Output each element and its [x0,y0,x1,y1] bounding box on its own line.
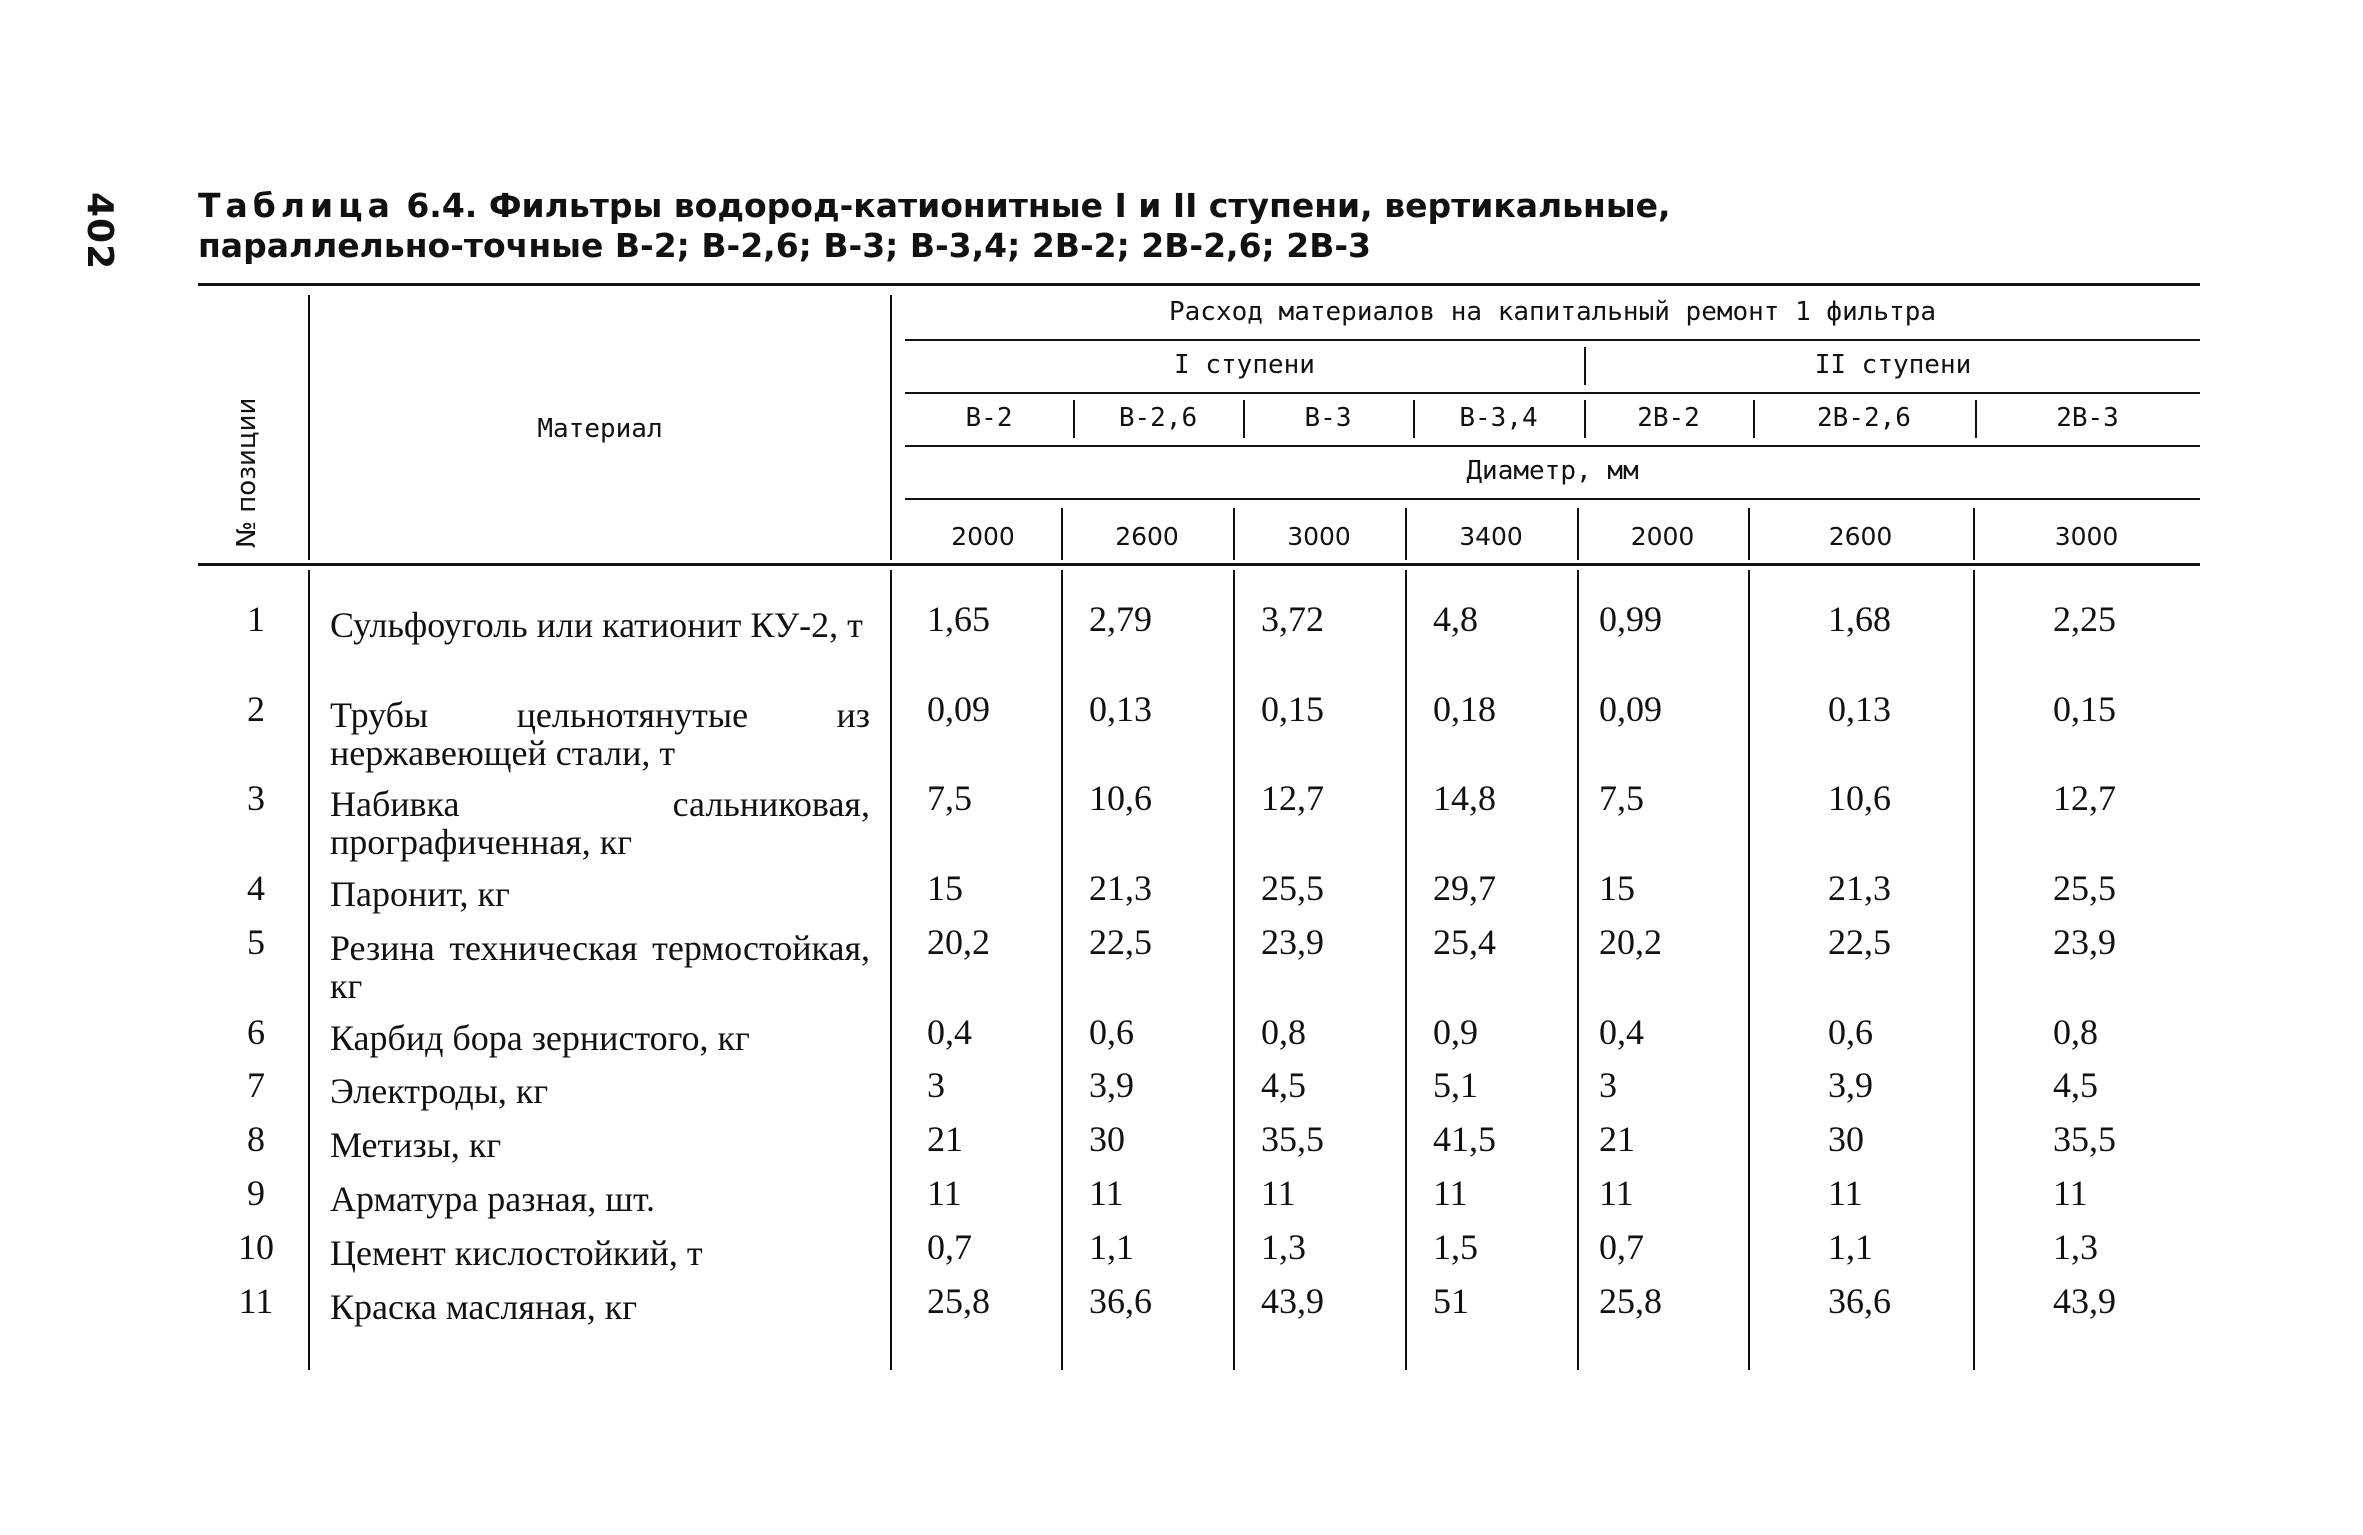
row-value-col-3: 3,72 [1261,599,1324,639]
row-value-col-7: 43,9 [2053,1281,2116,1321]
row-value-col-3: 43,9 [1261,1281,1324,1321]
row-value-col-4: 5,1 [1433,1065,1478,1105]
row-value-col-2: 36,6 [1089,1281,1152,1321]
table-caption [198,186,2098,266]
row-value-col-6: 11 [1828,1173,1863,1213]
row-value-col-2: 3,9 [1089,1065,1134,1105]
stage2-header: II ступени [1814,350,1972,380]
row-value-col-2: 10,6 [1089,778,1152,818]
row-material: Трубы цельнотянутые из нержавеющей стали, т [330,695,870,773]
row-value-col-4: 0,9 [1433,1012,1478,1052]
row-value-col-2: 22,5 [1089,922,1152,962]
row-value-col-1: 21 [927,1119,963,1159]
row-value-col-3: 25,5 [1261,868,1324,908]
row-number: 8 [247,1119,265,1159]
vline-col-4-body [1577,570,1579,1370]
row-value-col-6: 21,3 [1828,868,1891,908]
row-value-col-6: 0,6 [1828,1012,1873,1052]
row-number: 9 [247,1173,265,1213]
stage1-header: I ступени [1174,350,1315,380]
page-number: 402 [79,192,120,271]
row-number: 5 [247,922,265,962]
row-value-col-5: 7,5 [1599,778,1644,818]
table-header-bottom-rule [198,563,2200,566]
row-value-col-1: 15 [927,868,963,908]
row-value-col-3: 0,15 [1261,689,1324,729]
row-material: Краска масляная, кг [330,1287,637,1327]
row-value-col-5: 0,7 [1599,1227,1644,1267]
row-value-col-5: 3 [1599,1065,1617,1105]
row-value-col-3: 23,9 [1261,922,1324,962]
row-number: 2 [247,689,265,729]
row-material: Паронит, кг [330,874,510,914]
caption-line-1-text: 6.4. Фильтры водород-катионитные I и II ступени, вертикальные, [394,186,1671,225]
row-material: Сульфоуголь или катионит КУ-2, т [330,605,863,645]
rule-under-diameter [905,498,2200,500]
model-header-7: 2В-3 [2056,403,2119,433]
vline-col-6-body [1973,570,1975,1370]
caption-prefix: Таблица [198,186,395,225]
row-value-col-1: 0,09 [927,689,990,729]
row-value-col-2: 11 [1089,1173,1124,1213]
caption-line-1 [198,186,2098,226]
row-value-col-7: 35,5 [2053,1119,2116,1159]
row-value-col-4: 29,7 [1433,868,1496,908]
row-value-col-6: 30 [1828,1119,1864,1159]
row-value-col-1: 20,2 [927,922,990,962]
row-value-col-6: 1,68 [1828,599,1891,639]
model-header-6: 2В-2,6 [1817,403,1911,433]
row-value-col-3: 35,5 [1261,1119,1324,1159]
row-value-col-6: 0,13 [1828,689,1891,729]
row-value-col-3: 12,7 [1261,778,1324,818]
row-number: 6 [247,1012,265,1052]
model-header-3: В-3 [1304,403,1352,433]
rule-under-stages [905,392,2200,394]
row-value-col-5: 11 [1599,1173,1634,1213]
row-value-col-7: 23,9 [2053,922,2116,962]
row-value-col-4: 41,5 [1433,1119,1496,1159]
row-value-col-4: 11 [1433,1173,1468,1213]
row-value-col-2: 1,1 [1089,1227,1134,1267]
vline-material-body [890,570,892,1370]
row-material: Электроды, кг [330,1071,549,1111]
diameter-value-7: 3000 [2054,522,2119,551]
row-value-col-4: 51 [1433,1281,1469,1321]
row-value-col-5: 0,99 [1599,599,1662,639]
row-number: 1 [247,599,265,639]
row-value-col-5: 21 [1599,1119,1635,1159]
row-material: Арматура разная, шт. [330,1179,656,1219]
rule-under-consumption [905,339,2200,341]
vline-col-1-body [1061,570,1063,1370]
row-value-col-7: 12,7 [2053,778,2116,818]
row-value-col-5: 15 [1599,868,1635,908]
row-value-col-6: 22,5 [1828,922,1891,962]
row-value-col-7: 0,8 [2053,1012,2098,1052]
vline-col-2-body [1233,570,1235,1370]
row-value-col-2: 30 [1089,1119,1125,1159]
row-value-col-5: 0,4 [1599,1012,1644,1052]
model-header-4: В-3,4 [1459,403,1538,433]
model-header-2: В-2,6 [1118,403,1198,433]
row-value-col-6: 1,1 [1828,1227,1873,1267]
row-value-col-1: 11 [927,1173,962,1213]
material-header: Материал [537,414,663,444]
row-value-col-2: 21,3 [1089,868,1152,908]
row-value-col-7: 4,5 [2053,1065,2098,1105]
row-value-col-2: 0,13 [1089,689,1152,729]
model-header-1: В-2 [965,403,1013,433]
row-material: Метизы, кг [330,1125,502,1165]
row-value-col-4: 4,8 [1433,599,1478,639]
table-top-rule [198,283,2200,286]
row-number: 4 [247,868,265,908]
diameter-value-1: 2000 [951,522,1015,551]
row-value-col-5: 0,09 [1599,689,1662,729]
diameter-value-6: 2600 [1828,522,1893,551]
row-number: 11 [238,1281,274,1321]
row-number: 3 [247,778,265,818]
row-value-col-3: 1,3 [1261,1227,1306,1267]
vline-col-3-body [1405,570,1407,1370]
row-value-col-3: 0,8 [1261,1012,1306,1052]
row-value-col-4: 14,8 [1433,778,1496,818]
row-value-col-7: 0,15 [2053,689,2116,729]
rule-under-models [905,445,2200,447]
row-material: Набивка сальниковая, прографиченная, кг [330,784,870,862]
row-value-col-1: 1,65 [927,599,990,639]
row-value-col-7: 25,5 [2053,868,2116,908]
row-number: 7 [247,1065,265,1105]
row-number: 10 [238,1227,274,1267]
row-value-col-1: 3 [927,1065,945,1105]
row-value-col-3: 11 [1261,1173,1296,1213]
row-value-col-5: 25,8 [1599,1281,1662,1321]
row-value-col-1: 25,8 [927,1281,990,1321]
consumption-header: Расход материалов на капитальный ремонт 1 фильтра [1168,297,1936,327]
row-material: Резина техническая термостойкая, кг [330,928,870,1006]
vline-material [890,295,892,560]
row-value-col-4: 1,5 [1433,1227,1478,1267]
diameter-value-5: 2000 [1630,522,1695,551]
row-value-col-4: 0,18 [1433,689,1496,729]
diameter-header: Диаметр, мм [1466,456,1639,486]
position-header: № позиции [232,397,262,548]
vline-col-5-body [1748,570,1750,1370]
row-value-col-7: 1,3 [2053,1227,2098,1267]
row-value-col-2: 2,79 [1089,599,1152,639]
vline-position [308,295,310,560]
row-material: Карбид бора зернистого, кг [330,1018,750,1058]
row-value-col-1: 7,5 [927,778,972,818]
model-header-5: 2В-2 [1637,403,1700,433]
row-value-col-3: 4,5 [1261,1065,1306,1105]
row-value-col-1: 0,7 [927,1227,972,1267]
diameter-value-4: 3400 [1459,522,1523,551]
row-value-col-5: 20,2 [1599,922,1662,962]
row-value-col-6: 10,6 [1828,778,1891,818]
row-value-col-2: 0,6 [1089,1012,1134,1052]
row-value-col-6: 36,6 [1828,1281,1891,1321]
diameter-value-2: 2600 [1115,522,1179,551]
vline-position-body [308,570,310,1370]
caption-line-2: параллельно-точные В-2; В-2,6; В-3; В-3,4; 2В-2; 2В-2,6; 2В-3 [198,226,1372,265]
row-value-col-7: 2,25 [2053,599,2116,639]
row-value-col-6: 3,9 [1828,1065,1873,1105]
diameter-value-3: 3000 [1287,522,1351,551]
row-value-col-4: 25,4 [1433,922,1496,962]
row-value-col-1: 0,4 [927,1012,972,1052]
row-material: Цемент кислостойкий, т [330,1233,703,1273]
row-value-col-7: 11 [2053,1173,2088,1213]
